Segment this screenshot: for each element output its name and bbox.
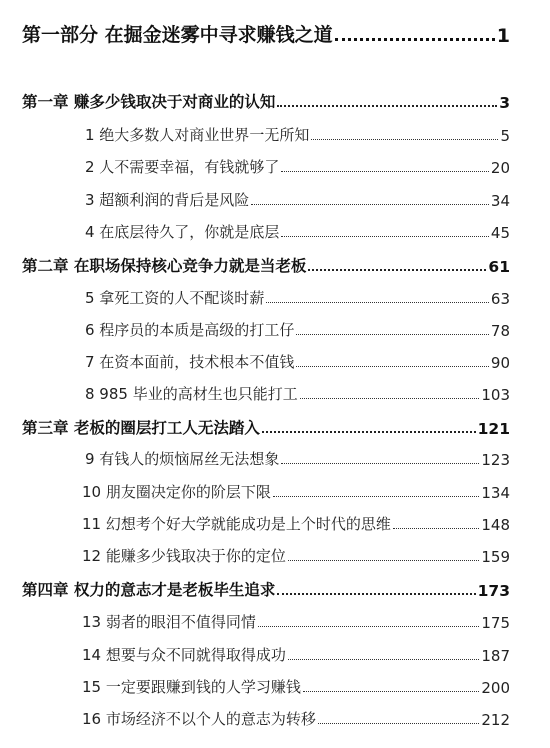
dot-leader — [258, 626, 480, 627]
toc-title: 9 有钱人的烦恼屌丝无法想象 — [85, 450, 280, 468]
toc-chapter-4 — [22, 578, 510, 600]
toc-section — [85, 383, 510, 404]
toc-part-1 — [22, 20, 510, 47]
toc-title: 6 程序员的本质是高级的打工仔 — [85, 321, 295, 339]
toc-title: 7 在资本面前，技术根本不值钱 — [85, 353, 295, 371]
toc-page-number: 3 — [499, 94, 510, 112]
toc-title: 2 人不需要幸福，有钱就够了 — [85, 158, 280, 176]
toc-page-number: 45 — [490, 224, 510, 242]
toc-section — [82, 644, 510, 665]
toc-title: 第一章 赚多少钱取决于对商业的认知 — [22, 93, 276, 111]
toc-title: 第四章 权力的意志才是老板毕生追求 — [22, 581, 276, 599]
toc-title: 3 超额利润的背后是风险 — [85, 191, 250, 209]
toc-title: 4 在底层待久了，你就是底层 — [85, 223, 280, 241]
dot-leader — [308, 269, 486, 271]
toc-title: 14 想要与众不同就得取得成功 — [82, 646, 286, 664]
dot-leader — [288, 659, 480, 660]
toc-title: 5 拿死工资的人不配谈时薪 — [85, 289, 265, 307]
toc-page-number: 90 — [490, 354, 510, 372]
toc-section — [85, 351, 510, 372]
toc-title: 12 能赚多少钱取决于你的定位 — [82, 547, 286, 565]
toc-title: 第二章 在职场保持核心竞争力就是当老板 — [22, 257, 307, 275]
toc-title: 第一部分 在掘金迷雾中寻求赚钱之道 — [22, 24, 333, 46]
toc-title: 1 绝大多数人对商业世界一无所知 — [85, 126, 310, 144]
toc-page-number: 61 — [488, 258, 510, 276]
dot-leader — [273, 496, 480, 497]
dot-leader — [300, 398, 480, 399]
dot-leader — [288, 560, 480, 561]
dot-leader — [281, 236, 489, 237]
toc-section — [85, 319, 510, 340]
toc-chapter-3 — [22, 416, 510, 438]
toc-section — [82, 545, 510, 566]
toc-page-number: 123 — [481, 451, 510, 469]
toc-title: 第三章 老板的圈层打工人无法踏入 — [22, 419, 260, 437]
toc-page-number: 121 — [477, 420, 510, 438]
dot-leader — [296, 334, 489, 335]
toc-section — [82, 676, 510, 697]
toc-section — [82, 513, 510, 534]
dot-leader — [277, 105, 497, 107]
toc-title: 8 985 毕业的高材生也只能打工 — [85, 385, 298, 403]
toc-title: 13 弱者的眼泪不值得同情 — [82, 613, 256, 631]
toc-section — [82, 611, 510, 632]
dot-leader — [277, 593, 475, 595]
toc-section — [85, 189, 510, 210]
toc-page-number: 78 — [490, 322, 510, 340]
toc-section — [85, 221, 510, 242]
toc-page-number: 175 — [481, 614, 510, 632]
dot-leader — [393, 528, 480, 529]
toc-page-number: 20 — [490, 159, 510, 177]
toc-title: 10 朋友圈决定你的阶层下限 — [82, 483, 271, 501]
toc-chapter-1 — [22, 90, 510, 112]
dot-leader — [335, 38, 495, 41]
toc-page-number: 1 — [496, 25, 510, 47]
toc-page-number: 187 — [481, 647, 510, 665]
toc-title: 11 幻想考个好大学就能成功是上个时代的思维 — [82, 515, 391, 533]
toc-section — [82, 708, 510, 729]
dot-leader — [251, 204, 489, 205]
toc-section — [85, 448, 510, 469]
dot-leader — [318, 723, 480, 724]
toc-page-number: 34 — [490, 192, 510, 210]
dot-leader — [303, 691, 480, 692]
dot-leader — [311, 139, 498, 140]
dot-leader — [296, 366, 489, 367]
toc-page-number: 103 — [481, 386, 510, 404]
toc-page-number: 148 — [481, 516, 510, 534]
toc-page-number: 200 — [481, 679, 510, 697]
toc-section — [85, 156, 510, 177]
toc-page-number: 63 — [490, 290, 510, 308]
toc-page-number: 5 — [500, 127, 510, 145]
toc-page-number: 134 — [481, 484, 510, 502]
dot-leader — [262, 431, 476, 433]
toc-section — [85, 124, 510, 145]
toc-page-number: 173 — [477, 582, 510, 600]
toc-page-number: 159 — [481, 548, 510, 566]
dot-leader — [266, 302, 489, 303]
dot-leader — [281, 463, 479, 464]
toc-page-number: 212 — [481, 711, 510, 729]
toc-section — [82, 481, 510, 502]
toc-title: 15 一定要跟赚到钱的人学习赚钱 — [82, 678, 301, 696]
toc-chapter-2 — [22, 254, 510, 276]
dot-leader — [281, 171, 489, 172]
toc-title: 16 市场经济不以个人的意志为转移 — [82, 710, 316, 728]
toc-section — [85, 287, 510, 308]
